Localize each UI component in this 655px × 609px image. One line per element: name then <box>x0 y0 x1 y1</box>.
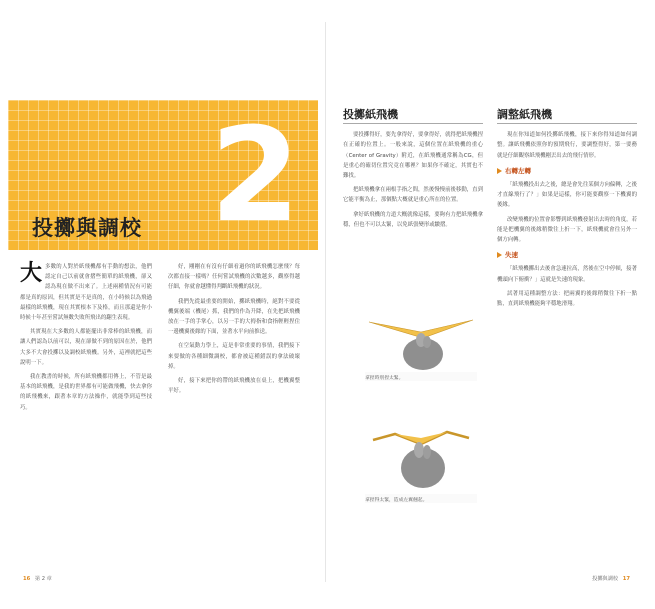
page-number: 17 <box>622 576 630 582</box>
section-heading-adjust: 調整紙飛機 <box>497 110 637 124</box>
chapter-number: 2 <box>210 99 301 251</box>
left-page <box>8 22 318 582</box>
footer-label: 第 2 章 <box>34 576 52 582</box>
chapter-title: 投擲與調校 <box>32 215 142 240</box>
left-column-2 <box>168 262 300 400</box>
footer-label: 投擲與調校 <box>592 576 619 582</box>
paragraph: 大多數的人對於紙飛機都有手動的想法，他們認定自己以前就會摺些簡單的紙飛機，卻又認為現在做不出來了。上述兩種情況有可能都是真的原因，但其實是不是真的，在小時候以為飛過最樣的紙飛機，現在其實根本下及格，而且那還是你小時候十年甚至嘗試無數失敗所飛出的翻生表現。 <box>20 260 152 322</box>
photo-caption: 拿捏得太緊，造成左翼翹起。 <box>365 498 428 503</box>
page-number: 16 <box>23 576 31 582</box>
photo-caption: 拿捏時別捏太緊。 <box>365 376 404 381</box>
paragraph: 把紙飛機拿在兩根手指之間，然後慢慢前後移動，直到它能平衡為止，那個點大概就是重心所在的位置。 <box>343 187 483 204</box>
left-column-1 <box>20 262 152 417</box>
page-gutter <box>325 22 326 582</box>
paragraph: 我們先從最重要的開始，擲紙飛機時，絕對不要從機翼後端（機尾）抓，我們的作為升降，在先把紙飛機放在一手的手掌心，以另一手的大拇指和食指輕輕捏住一邊機翼後緣的下面，並著水平向前推送。 <box>168 298 300 336</box>
triangle-bullet-icon <box>497 168 502 174</box>
hand-holding-plane-image <box>365 310 477 372</box>
photo-loose-grip <box>365 310 477 381</box>
paragraph: 拿好紙飛機的力道大概就像這樣，要夠有力把紙飛機拿穩，但也不可以太緊，以免紙張變形或皺摺。 <box>343 211 483 228</box>
paragraph: 要投擲得好，要先拿得好，要拿得好，就得把紙飛機捏在正確的位置上。一般來說，這個位置在紙飛機的重心（Center of Gravity）附近，在紙飛機通常稱為CG，但是重心的確切位置究竟在哪裡？如果你不確定，其實也不難找。 <box>343 132 483 180</box>
paragraph: 好，接下來把你的帶的紙飛機放在桌上，把機翼整平好。 <box>168 378 300 395</box>
photo-tight-grip <box>365 414 477 503</box>
paragraph: 好，剛剛在有沒有仔細看過你的紙飛機怎麼飛？每次都直接一樣嗎？任何嘗試飛機的次數越多，觀察得越仔細，你就會越懂得判斷紙飛機的狀況。 <box>168 264 300 291</box>
paragraph: 「紙飛機擲出去後會急速拉高，然後在空中停頓，接著機頭向下俯衝？」這就是失速的現象。 <box>497 266 637 283</box>
triangle-bullet-icon <box>497 252 502 258</box>
left-footer <box>20 575 52 582</box>
hand-pinching-plane-image <box>365 414 477 494</box>
paragraph: 「紙飛機投出去之後，總是會先往某個方向偏轉，之後才直線飛行了？」如果是這樣，你可能要觀察一下機翼的後緣。 <box>497 182 637 209</box>
subheading-stall: 失速 <box>497 250 637 260</box>
adjust-section <box>497 110 637 313</box>
right-footer <box>592 575 633 582</box>
paragraph: 現在你知道如何投擲紙飛機，接下來你得知道如何調整。讓紙飛機依照你的預期飛行，要調整得好，第一要務就是仔細觀察紙飛機剛丟出去的飛行情形。 <box>497 132 637 159</box>
paragraph: 改變飛機的位置會影響到紙飛機發射出去時的角度，若能是把機翼的後緣稍微往上折一下，紙飛機就會往另外一個方向轉。 <box>497 216 637 244</box>
paragraph: 在空氣動力學上，這是非常重要的事情，我們接下來要做的各種細微調校，都會被這種錯誤的拿法破壞掉。 <box>168 343 300 370</box>
throw-section <box>343 110 483 234</box>
paragraph: 我在教書的時候，所有紙飛機都用傳上，不管是最基本的紙飛機，是我的世界都有可能做飛機，快去拿你的紙飛機來，跟著本章的方法操作，就能學到這些技巧。 <box>20 374 152 411</box>
right-page <box>335 22 645 582</box>
paragraph: 其實現在大多數的人都能擺出非常棒的紙飛機，而讓人們認為以前可以，現在卻做不到的原因在於，他們大多不大會投擲以及調校紙飛機。另外，這裡就把這些說明一下。 <box>20 329 152 366</box>
paragraph: 試著用這種調整方法：把兩翼的後緣稍微往下折一點點，直到紙飛機能夠平穩地滑翔。 <box>497 290 637 308</box>
drop-cap: 大 <box>20 260 43 286</box>
subheading-turning: 右轉左轉 <box>497 166 637 176</box>
section-heading-throw: 投擲紙飛機 <box>343 110 483 124</box>
